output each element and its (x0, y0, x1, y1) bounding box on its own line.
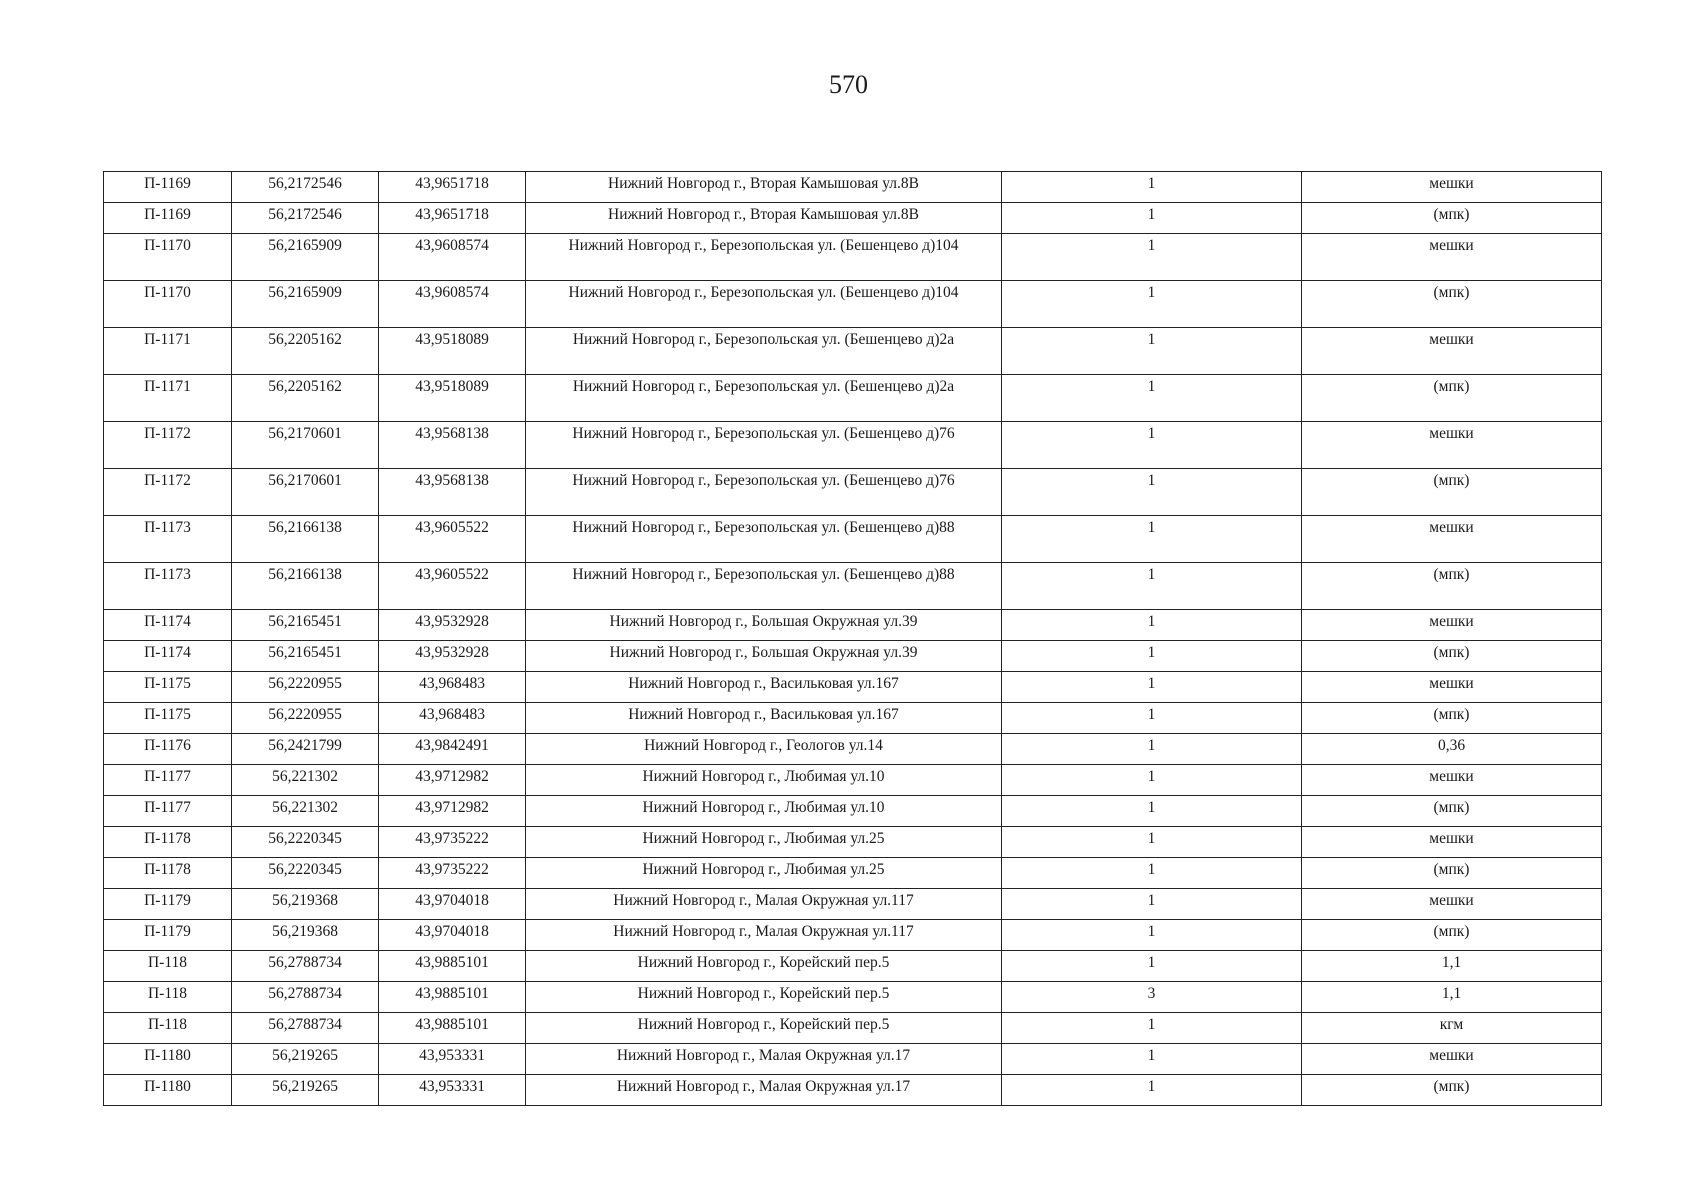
table-row (104, 703, 1602, 734)
cell-latitude: 56,2421799 (232, 734, 379, 765)
cell-longitude: 43,9735222 (379, 858, 526, 889)
table-row (104, 172, 1602, 203)
cell-count: 1 (1002, 203, 1302, 234)
cell-longitude: 43,9568138 (379, 469, 526, 516)
cell-address: Нижний Новгород г., Малая Окружная ул.17 (526, 1075, 1002, 1106)
cell-latitude: 56,2166138 (232, 563, 379, 610)
cell-id: П-1177 (104, 796, 232, 827)
table-row (104, 610, 1602, 641)
cell-id: П-1175 (104, 672, 232, 703)
cell-latitude: 56,2220345 (232, 827, 379, 858)
cell-longitude: 43,9608574 (379, 234, 526, 281)
cell-address: Нижний Новгород г., Березопольская ул. (Бешенцево д)76 (526, 422, 1002, 469)
cell-latitude: 56,2165909 (232, 281, 379, 328)
cell-container-type: мешки (1302, 516, 1602, 563)
cell-count: 1 (1002, 734, 1302, 765)
cell-longitude: 43,9735222 (379, 827, 526, 858)
table-row (104, 796, 1602, 827)
cell-id: П-1174 (104, 610, 232, 641)
cell-address: Нижний Новгород г., Корейский пер.5 (526, 982, 1002, 1013)
table-row (104, 563, 1602, 610)
cell-latitude: 56,2165451 (232, 641, 379, 672)
cell-longitude: 43,9885101 (379, 951, 526, 982)
table-row (104, 1013, 1602, 1044)
cell-address: Нижний Новгород г., Березопольская ул. (Бешенцево д)88 (526, 563, 1002, 610)
cell-id: П-1177 (104, 765, 232, 796)
table-row (104, 920, 1602, 951)
cell-longitude: 43,9651718 (379, 203, 526, 234)
cell-latitude: 56,2165909 (232, 234, 379, 281)
cell-latitude: 56,219265 (232, 1075, 379, 1106)
cell-longitude: 43,953331 (379, 1075, 526, 1106)
cell-id: П-1180 (104, 1044, 232, 1075)
registry-table (103, 171, 1602, 1106)
cell-id: П-118 (104, 951, 232, 982)
cell-longitude: 43,9532928 (379, 641, 526, 672)
cell-count: 1 (1002, 610, 1302, 641)
cell-latitude: 56,2220345 (232, 858, 379, 889)
cell-address: Нижний Новгород г., Березопольская ул. (Бешенцево д)88 (526, 516, 1002, 563)
cell-latitude: 56,219265 (232, 1044, 379, 1075)
cell-longitude: 43,9712982 (379, 796, 526, 827)
table-row (104, 469, 1602, 516)
cell-count: 1 (1002, 1013, 1302, 1044)
cell-count: 1 (1002, 422, 1302, 469)
cell-longitude: 43,953331 (379, 1044, 526, 1075)
table-row (104, 889, 1602, 920)
cell-id: П-1172 (104, 469, 232, 516)
cell-address: Нижний Новгород г., Малая Окружная ул.17 (526, 1044, 1002, 1075)
cell-id: П-1178 (104, 827, 232, 858)
cell-id: П-1172 (104, 422, 232, 469)
cell-id: П-1171 (104, 375, 232, 422)
cell-longitude: 43,9518089 (379, 328, 526, 375)
cell-latitude: 56,2170601 (232, 469, 379, 516)
cell-container-type: мешки (1302, 765, 1602, 796)
cell-address: Нижний Новгород г., Вторая Камышовая ул.8В (526, 172, 1002, 203)
cell-container-type: 1,1 (1302, 982, 1602, 1013)
cell-address: Нижний Новгород г., Большая Окружная ул.39 (526, 610, 1002, 641)
cell-container-type: мешки (1302, 610, 1602, 641)
table-row (104, 422, 1602, 469)
cell-address: Нижний Новгород г., Любимая ул.10 (526, 765, 1002, 796)
cell-count: 1 (1002, 672, 1302, 703)
cell-id: П-1171 (104, 328, 232, 375)
cell-address: Нижний Новгород г., Березопольская ул. (Бешенцево д)104 (526, 281, 1002, 328)
cell-container-type: (мпк) (1302, 1075, 1602, 1106)
cell-container-type: (мпк) (1302, 281, 1602, 328)
table-row (104, 951, 1602, 982)
table-row (104, 1044, 1602, 1075)
cell-address: Нижний Новгород г., Вторая Камышовая ул.8В (526, 203, 1002, 234)
cell-count: 1 (1002, 563, 1302, 610)
table-row (104, 375, 1602, 422)
table-row (104, 328, 1602, 375)
cell-container-type: мешки (1302, 889, 1602, 920)
cell-longitude: 43,9842491 (379, 734, 526, 765)
cell-latitude: 56,2205162 (232, 328, 379, 375)
cell-latitude: 56,2172546 (232, 203, 379, 234)
cell-longitude: 43,968483 (379, 672, 526, 703)
cell-container-type: (мпк) (1302, 920, 1602, 951)
table-row (104, 734, 1602, 765)
table-row (104, 1075, 1602, 1106)
table-row (104, 827, 1602, 858)
cell-longitude: 43,9651718 (379, 172, 526, 203)
cell-container-type: (мпк) (1302, 563, 1602, 610)
cell-container-type: мешки (1302, 328, 1602, 375)
cell-container-type: мешки (1302, 1044, 1602, 1075)
cell-latitude: 56,219368 (232, 889, 379, 920)
cell-count: 1 (1002, 375, 1302, 422)
cell-id: П-1169 (104, 172, 232, 203)
cell-longitude: 43,9885101 (379, 1013, 526, 1044)
cell-longitude: 43,9568138 (379, 422, 526, 469)
cell-longitude: 43,9605522 (379, 563, 526, 610)
table-row (104, 281, 1602, 328)
cell-count: 1 (1002, 951, 1302, 982)
cell-address: Нижний Новгород г., Березопольская ул. (Бешенцево д)76 (526, 469, 1002, 516)
cell-latitude: 56,221302 (232, 765, 379, 796)
cell-count: 1 (1002, 796, 1302, 827)
table-row (104, 641, 1602, 672)
cell-id: П-1170 (104, 281, 232, 328)
cell-container-type: 0,36 (1302, 734, 1602, 765)
cell-container-type: (мпк) (1302, 703, 1602, 734)
cell-container-type: (мпк) (1302, 641, 1602, 672)
cell-address: Нижний Новгород г., Березопольская ул. (Бешенцево д)2а (526, 328, 1002, 375)
cell-address: Нижний Новгород г., Большая Окружная ул.39 (526, 641, 1002, 672)
cell-latitude: 56,2788734 (232, 982, 379, 1013)
cell-count: 1 (1002, 827, 1302, 858)
cell-container-type: кгм (1302, 1013, 1602, 1044)
cell-count: 1 (1002, 469, 1302, 516)
cell-address: Нижний Новгород г., Любимая ул.10 (526, 796, 1002, 827)
cell-longitude: 43,9608574 (379, 281, 526, 328)
cell-count: 1 (1002, 889, 1302, 920)
cell-container-type: (мпк) (1302, 203, 1602, 234)
cell-count: 1 (1002, 234, 1302, 281)
cell-address: Нижний Новгород г., Любимая ул.25 (526, 827, 1002, 858)
cell-latitude: 56,2220955 (232, 703, 379, 734)
cell-id: П-1170 (104, 234, 232, 281)
cell-id: П-1175 (104, 703, 232, 734)
cell-latitude: 56,2170601 (232, 422, 379, 469)
cell-latitude: 56,2205162 (232, 375, 379, 422)
cell-longitude: 43,9605522 (379, 516, 526, 563)
cell-container-type: (мпк) (1302, 469, 1602, 516)
cell-count: 1 (1002, 858, 1302, 889)
cell-count: 1 (1002, 641, 1302, 672)
cell-id: П-1176 (104, 734, 232, 765)
cell-latitude: 56,2172546 (232, 172, 379, 203)
cell-longitude: 43,9885101 (379, 982, 526, 1013)
table-row (104, 982, 1602, 1013)
cell-longitude: 43,9532928 (379, 610, 526, 641)
cell-count: 1 (1002, 281, 1302, 328)
cell-id: П-118 (104, 982, 232, 1013)
page-number: 570 (829, 70, 868, 99)
cell-id: П-1178 (104, 858, 232, 889)
cell-id: П-1179 (104, 889, 232, 920)
cell-latitude: 56,2220955 (232, 672, 379, 703)
cell-count: 3 (1002, 982, 1302, 1013)
cell-longitude: 43,9518089 (379, 375, 526, 422)
table-row (104, 672, 1602, 703)
cell-container-type: (мпк) (1302, 796, 1602, 827)
cell-container-type: (мпк) (1302, 375, 1602, 422)
cell-container-type: мешки (1302, 172, 1602, 203)
cell-longitude: 43,9704018 (379, 920, 526, 951)
cell-address: Нижний Новгород г., Васильковая ул.167 (526, 672, 1002, 703)
cell-address: Нижний Новгород г., Геологов ул.14 (526, 734, 1002, 765)
cell-container-type: 1,1 (1302, 951, 1602, 982)
table-row (104, 516, 1602, 563)
table-row (104, 765, 1602, 796)
cell-address: Нижний Новгород г., Малая Окружная ул.117 (526, 920, 1002, 951)
cell-id: П-1174 (104, 641, 232, 672)
table-row (104, 858, 1602, 889)
cell-container-type: (мпк) (1302, 858, 1602, 889)
cell-id: П-1169 (104, 203, 232, 234)
cell-latitude: 56,2165451 (232, 610, 379, 641)
registry-table-body (104, 172, 1602, 1106)
cell-container-type: мешки (1302, 422, 1602, 469)
cell-longitude: 43,9712982 (379, 765, 526, 796)
cell-id: П-1180 (104, 1075, 232, 1106)
cell-id: П-1173 (104, 563, 232, 610)
cell-address: Нижний Новгород г., Малая Окружная ул.117 (526, 889, 1002, 920)
cell-latitude: 56,2166138 (232, 516, 379, 563)
cell-id: П-1179 (104, 920, 232, 951)
cell-count: 1 (1002, 1044, 1302, 1075)
cell-count: 1 (1002, 328, 1302, 375)
cell-latitude: 56,2788734 (232, 1013, 379, 1044)
cell-container-type: мешки (1302, 672, 1602, 703)
cell-id: П-118 (104, 1013, 232, 1044)
cell-count: 1 (1002, 516, 1302, 563)
cell-id: П-1173 (104, 516, 232, 563)
cell-count: 1 (1002, 703, 1302, 734)
table-row (104, 203, 1602, 234)
cell-longitude: 43,9704018 (379, 889, 526, 920)
cell-address: Нижний Новгород г., Корейский пер.5 (526, 951, 1002, 982)
cell-address: Нижний Новгород г., Березопольская ул. (Бешенцево д)104 (526, 234, 1002, 281)
cell-latitude: 56,221302 (232, 796, 379, 827)
cell-container-type: мешки (1302, 234, 1602, 281)
cell-address: Нижний Новгород г., Васильковая ул.167 (526, 703, 1002, 734)
cell-count: 1 (1002, 765, 1302, 796)
cell-address: Нижний Новгород г., Любимая ул.25 (526, 858, 1002, 889)
table-row (104, 234, 1602, 281)
cell-count: 1 (1002, 1075, 1302, 1106)
cell-count: 1 (1002, 172, 1302, 203)
cell-longitude: 43,968483 (379, 703, 526, 734)
cell-address: Нижний Новгород г., Березопольская ул. (Бешенцево д)2а (526, 375, 1002, 422)
cell-latitude: 56,2788734 (232, 951, 379, 982)
cell-count: 1 (1002, 920, 1302, 951)
cell-address: Нижний Новгород г., Корейский пер.5 (526, 1013, 1002, 1044)
cell-container-type: мешки (1302, 827, 1602, 858)
cell-latitude: 56,219368 (232, 920, 379, 951)
